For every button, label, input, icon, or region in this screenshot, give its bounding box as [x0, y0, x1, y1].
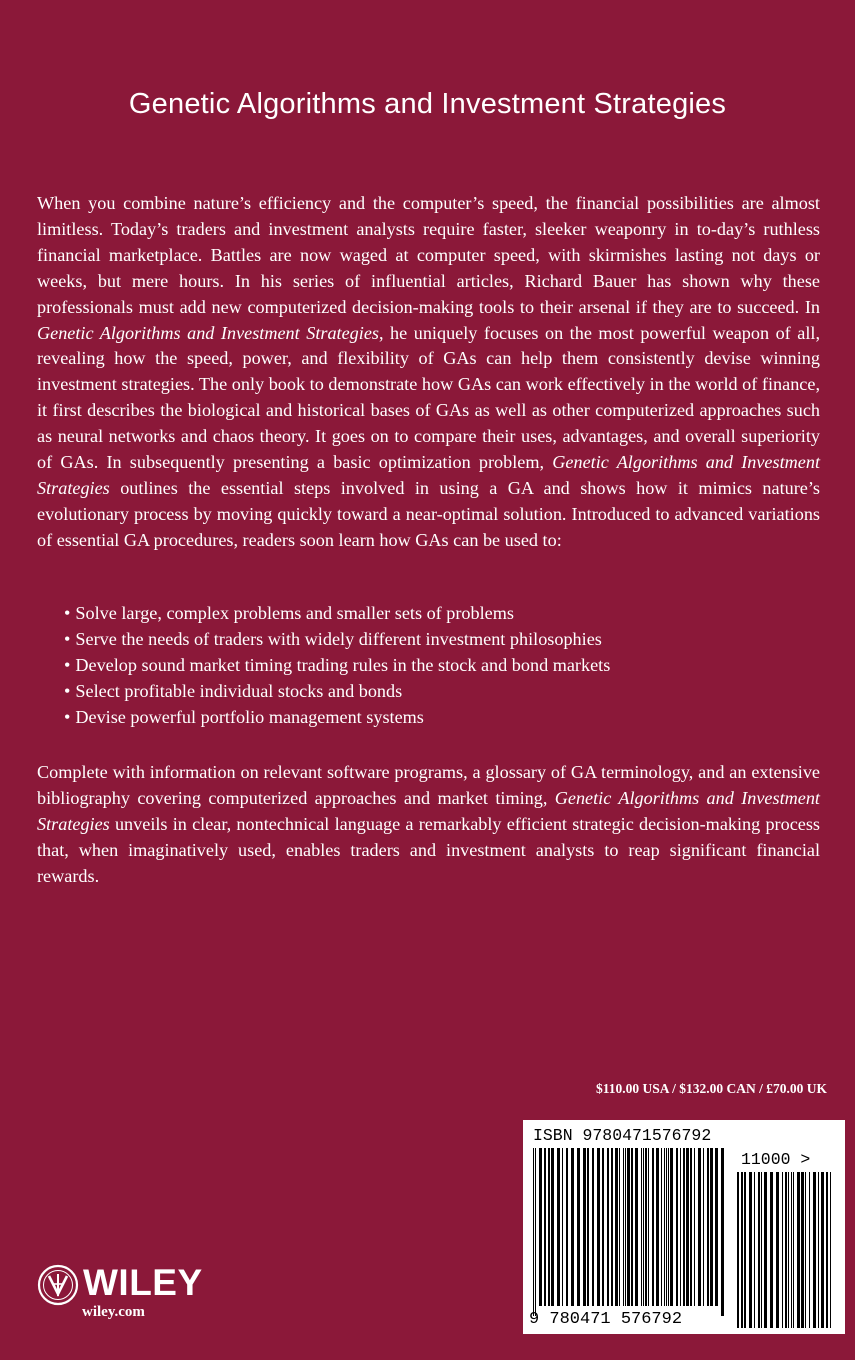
- description-text-3: outlines the essential steps involved in using a GA and shows how it mimics nature’s evolutionary process by moving quickly toward a near-optimal solution. Introduced to advanced variations of essential GA procedures, readers soon learn how GAs can be used to:: [37, 477, 820, 550]
- barcode-bar: [627, 1148, 630, 1306]
- barcode-bar: [821, 1172, 824, 1328]
- barcode-bar: [656, 1148, 659, 1306]
- closing-text-1: Complete with information on relevant software programs, a glossary of GA terminology, and an extensive bibliography covering computerized approaches and market timing,: [37, 762, 820, 808]
- closing-text-2: unveils in clear, nontechnical language a remarkably efficient strategic decision-making process that, when imaginatively used, enables traders and investment analysts to reap significant financial rewards.: [37, 813, 820, 886]
- barcode-bar: [583, 1148, 586, 1306]
- description-book-title-2: Genetic Algorithms and Investment Strategies: [37, 452, 820, 498]
- publisher-name: WILEY: [83, 1262, 203, 1303]
- barcode-bar: [754, 1172, 755, 1328]
- barcode-bar: [683, 1148, 685, 1306]
- barcode-bar: [749, 1172, 752, 1328]
- barcode-bar: [694, 1148, 695, 1306]
- feature-item: • Develop sound market timing trading rules in the stock and bond markets: [64, 653, 824, 679]
- barcode-bar: [577, 1148, 580, 1306]
- barcode-bar: [776, 1172, 779, 1328]
- barcode-bar: [666, 1148, 667, 1306]
- description-text-2: , he uniquely focuses on the most powerful weapon of all, revealing how the speed, power, and flexibility of GAs can help them consistently devise winning investment strategies. The only book to demonstrate how GAs can work effectively in the world of finance, it first describes the biological and historical bases of GAs as well as other computerized approaches such as neural networks and chaos theory. It goes on to compare their uses, advantages, and overall superiority of GAs. In subsequently presenting a basic optimization problem,: [37, 322, 820, 473]
- barcode-bar: [782, 1172, 783, 1328]
- barcode-bar: [791, 1172, 792, 1328]
- barcode-bar: [533, 1148, 534, 1316]
- barcode-bar: [544, 1148, 546, 1306]
- barcode-bar: [548, 1148, 550, 1306]
- barcode-bar: [571, 1148, 574, 1306]
- barcode-bar: [737, 1172, 739, 1328]
- barcode-bar: [562, 1148, 563, 1306]
- barcode-bar: [602, 1148, 604, 1306]
- barcode-bar: [761, 1172, 762, 1328]
- barcode-bar: [670, 1148, 673, 1306]
- barcode-bar: [615, 1148, 618, 1306]
- barcode-bar: [535, 1148, 536, 1316]
- barcode-bar: [557, 1148, 560, 1306]
- barcode-bar: [661, 1148, 662, 1306]
- barcode-bar: [797, 1172, 800, 1328]
- description-book-title-1: Genetic Algorithms and Investment Strategies: [37, 322, 379, 343]
- barcode-bar: [652, 1148, 654, 1306]
- barcode-bar: [805, 1172, 806, 1328]
- barcode-bar: [668, 1148, 669, 1306]
- barcode-bar: [611, 1148, 613, 1306]
- barcode-bar: [648, 1148, 649, 1306]
- wiley-emblem-icon: [37, 1264, 79, 1306]
- barcode-bar: [710, 1148, 713, 1306]
- barcode-bar: [744, 1172, 746, 1328]
- book-title: Genetic Algorithms and Investment Strategies: [128, 88, 727, 120]
- barcode-bar: [619, 1148, 620, 1306]
- barcode-bar: [597, 1148, 600, 1306]
- publisher-logo: [37, 1264, 237, 1324]
- closing-book-title: Genetic Algorithms and Investment Strategies: [37, 787, 820, 834]
- feature-item: • Solve large, complex problems and smaller sets of problems: [64, 601, 824, 627]
- barcode-bar: [664, 1148, 665, 1306]
- barcode-bar: [770, 1172, 773, 1328]
- barcode-bar: [758, 1172, 760, 1328]
- isbn-barcode: [523, 1120, 845, 1334]
- barcode-digits: 9 780471 576792: [529, 1310, 683, 1329]
- barcode-bar: [680, 1148, 681, 1306]
- barcode-bar: [793, 1172, 794, 1328]
- barcode-bar: [764, 1172, 767, 1328]
- barcode-bar: [551, 1148, 554, 1306]
- barcode-bar: [643, 1148, 644, 1306]
- barcode-bar: [818, 1172, 819, 1328]
- barcode-bar: [788, 1172, 789, 1328]
- barcode-bar: [813, 1172, 816, 1328]
- barcode-bar: [698, 1148, 701, 1306]
- publisher-url: wiley.com: [82, 1304, 145, 1320]
- barcode-bar: [830, 1172, 831, 1328]
- barcode-bar: [801, 1172, 804, 1328]
- barcode-bar: [785, 1172, 787, 1328]
- barcode-bar: [741, 1172, 743, 1328]
- barcode-bar: [703, 1148, 704, 1306]
- barcode-bar: [707, 1148, 709, 1306]
- barcode-bar: [641, 1148, 642, 1306]
- barcode-bar: [686, 1148, 689, 1306]
- feature-item: • Select profitable individual stocks and bonds: [64, 679, 824, 705]
- barcode-bar: [592, 1148, 594, 1306]
- barcode-bar: [625, 1148, 626, 1306]
- feature-item: • Serve the needs of traders with widely different investment philosophies: [64, 627, 824, 653]
- isbn-label: ISBN 9780471576792: [533, 1126, 712, 1145]
- barcode-bar: [690, 1148, 692, 1306]
- barcode-bar: [715, 1148, 718, 1306]
- barcode-bar: [809, 1172, 810, 1328]
- barcode-bar: [826, 1172, 828, 1328]
- barcode-bar: [623, 1148, 624, 1306]
- barcode-bar: [676, 1148, 678, 1306]
- price-addon-label: 11000 >: [741, 1150, 811, 1169]
- feature-item: • Devise powerful portfolio management systems: [64, 705, 824, 731]
- barcode-bar: [587, 1148, 589, 1306]
- description-paragraph: [37, 191, 820, 554]
- feature-list: [64, 601, 824, 731]
- barcode-bar: [721, 1148, 724, 1316]
- description-text-1: When you combine nature’s efficiency and the computer’s speed, the financial possibilities are almost limitless. Today’s traders and investment analysts require faster, sleeker weaponry in to-day’s ruthless financial marketplace. Battles are now waged at computer speed, with skirmishes lasting not days or weeks, but mere hours. In his series of influential articles, Richard Bauer has shown why these professionals must add new computerized decision-making tools to their arsenal if they are to succeed. In: [37, 193, 820, 317]
- price-label: $110.00 USA / $132.00 CAN / £70.00 UK: [595, 1081, 827, 1096]
- barcode-bar: [607, 1148, 609, 1306]
- barcode-bar: [635, 1148, 638, 1306]
- barcode-bar: [566, 1148, 568, 1306]
- closing-paragraph: [37, 760, 820, 890]
- barcode-bar: [631, 1148, 633, 1306]
- barcode-bar: [539, 1148, 542, 1306]
- barcode-bar: [645, 1148, 647, 1306]
